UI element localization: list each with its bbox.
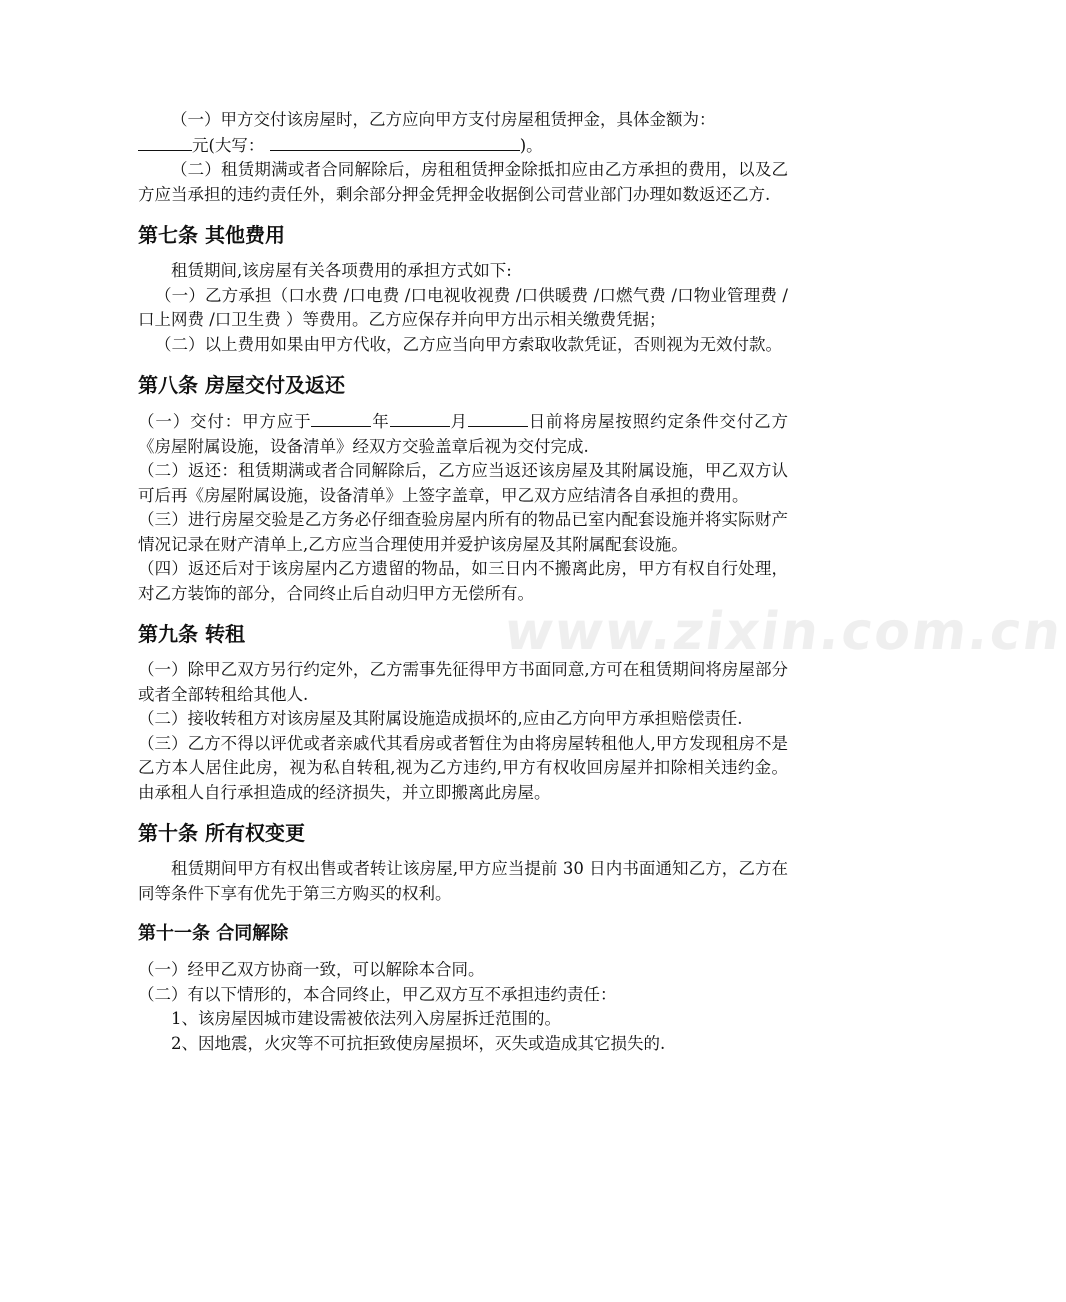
article-8-clause-3: （三）进行房屋交验是乙方务必仔细查验房屋内所有的物品已室内配套设施并将实际财产情况记录在财产清单上,乙方应当合理使用并爱护该房屋及其附属配套设施。 [138, 510, 788, 554]
deposit-daxie-label: 元(大写： [192, 135, 265, 155]
article-9-clause-2: （二）接收转租方对该房屋及其附属设施造成损坏的,应由乙方向甲方承担赔偿责任. [138, 709, 743, 728]
article-8-clause-4: （四）返还后对于该房屋内乙方遗留的物品，如三日内不搬离此房，甲方有权自行处理，对乙方装饰的部分，合同终止后自动归甲方无偿所有。 [138, 559, 788, 603]
year-blank [311, 409, 371, 427]
article-7-intro: 租赁期间,该房屋有关各项费用的承担方式如下: [171, 261, 512, 280]
deposit-daxie-blank [270, 133, 520, 151]
article-7-clause-1: （一）乙方承担（口水费 /口电费 /口电视收视费 /口供暖费 /口燃气费 /口物业管理费 /口上网费 /口卫生费 ）等费用。乙方应保存并向甲方出示相关缴费凭据； [138, 285, 788, 329]
article-11-title: 第十一条 合同解除 [138, 923, 289, 944]
article-8-title: 第八条 房屋交付及返还 [138, 373, 345, 397]
article-9-clause-3: （三）乙方不得以评优或者亲戚代其看房或者暂住为由将房屋转租他人,甲方发现租房不是乙方本人居住此房，视为私自转租,视为乙方违约,甲方有权收回房屋并扣除相关违约金。由承租人自行承担造成的经济损失，并立即搬离此房屋。 [138, 733, 788, 802]
article-11-item-2: 2、因地震，火灾等不可抗拒致使房屋损坏，灭失或造成其它损失的. [171, 1033, 666, 1053]
deposit-clause-1-text: （一）甲方交付该房屋时，乙方应向甲方支付房屋租赁押金，具体金额为： [171, 110, 716, 129]
article-8-clause-1-tail: 日前将房屋按照约定条件交付乙方《房屋附属设施，设备清单》经双方交验盖章后视为交付完成. [138, 412, 789, 456]
year-label: 年 [371, 412, 390, 431]
article-7-title: 第七条 其他费用 [138, 223, 285, 247]
day-blank [468, 409, 528, 427]
deposit-clause-1 [138, 108, 788, 158]
article-9-title: 第九条 转租 [138, 622, 245, 646]
article-9-clause-1: （一）除甲乙双方另行约定外，乙方需事先征得甲方书面同意,方可在租赁期间将房屋部分或者全部转租给其他人. [138, 660, 788, 704]
document-page [138, 108, 788, 1056]
watermark: www.zixin.com.cn [500, 602, 1066, 662]
article-8-clause-2: （二）返还：租赁期满或者合同解除后，乙方应当返还该房屋及其附属设施，甲乙双方认可后再《房屋附属设施，设备清单》上签字盖章，甲乙双方应结清各自承担的费用。 [138, 461, 788, 505]
month-blank [390, 409, 450, 427]
article-11-clause-1: （一）经甲乙双方协商一致，可以解除本合同。 [138, 960, 485, 979]
month-label: 月 [449, 412, 468, 431]
article-8-clause-1-lead: （一）交付：甲方应于 [138, 412, 312, 431]
deposit-clause-2: （二）租赁期满或者合同解除后，房租租赁押金除抵扣应由乙方承担的费用，以及乙方应当承担的违约责任外，剩余部分押金凭押金收据倒公司营业部门办理如数返还乙方. [138, 160, 788, 204]
article-10-clause-1: 租赁期间甲方有权出售或者转让该房屋,甲方应当提前 30 日内书面通知乙方，乙方在同等条件下享有优先于第三方购买的权利。 [138, 859, 788, 903]
article-11-clause-2: （二）有以下情形的，本合同终止，甲乙双方互不承担违约责任： [138, 984, 617, 1004]
deposit-close: )。 [519, 135, 543, 155]
deposit-amount-blank [138, 133, 192, 151]
article-8-clause-1 [138, 409, 788, 459]
article-10-title: 第十条 所有权变更 [138, 821, 305, 845]
article-11-item-1: 1、该房屋因城市建设需被依法列入房屋拆迁范围的。 [171, 1009, 561, 1028]
article-7-clause-2: （二）以上费用如果由甲方代收，乙方应当向甲方索取收款凭证，否则视为无效付款。 [155, 334, 782, 354]
